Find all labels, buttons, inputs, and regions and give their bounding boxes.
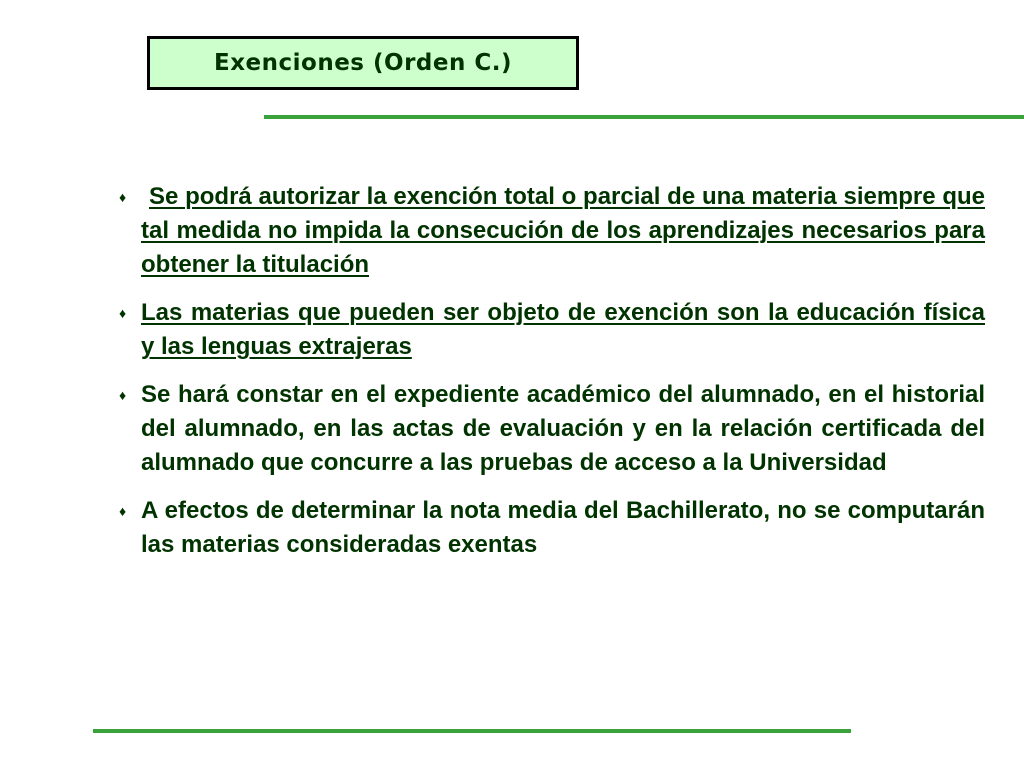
bottom-divider: [93, 729, 851, 733]
bullet-item: [115, 378, 985, 480]
bullet-list: [115, 180, 985, 576]
bullet-text: Se hará constar en el expediente académico del alumnado, en el historial del alumnado, en las actas de evaluación y en la relación certificada del alumnado que concurre a las pruebas de acceso a la Universidad: [141, 381, 985, 476]
bullet-item: [115, 494, 985, 562]
diamond-bullet-icon: ♦: [119, 387, 127, 403]
bullet-text: A efectos de determinar la nota media del Bachillerato, no se computarán las materias consideradas exentas: [141, 497, 985, 558]
bullet-text: Se podrá autorizar la exención total o parcial de una materia siempre que tal medida no impida la consecución de los aprendizajes necesarios para obtener la titulación: [141, 183, 985, 278]
diamond-bullet-icon: ♦: [119, 189, 127, 205]
bullet-item: [115, 296, 985, 364]
diamond-bullet-icon: ♦: [119, 503, 127, 519]
slide-title: Exenciones (Orden C.): [214, 50, 512, 76]
top-divider: [264, 115, 1024, 119]
bullet-item: [115, 180, 985, 282]
bullet-text: Las materias que pueden ser objeto de exención son la educación física y las lenguas extrajeras: [141, 299, 985, 360]
title-box: [147, 36, 579, 90]
diamond-bullet-icon: ♦: [119, 305, 127, 321]
